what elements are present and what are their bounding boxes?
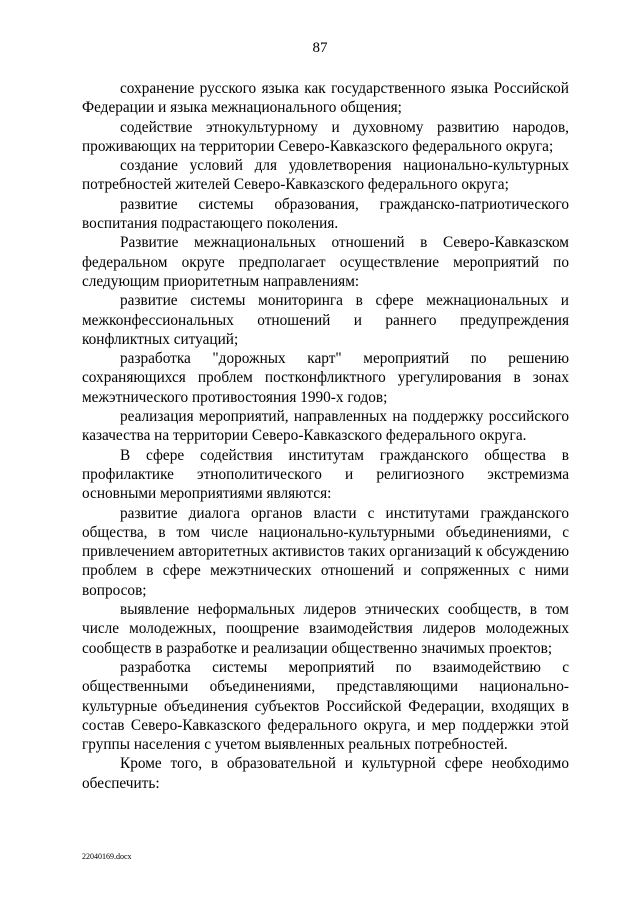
paragraph: Кроме того, в образовательной и культурной сфере необходимо обеспечить: (82, 755, 569, 792)
paragraph: разработка "дорожных карт" мероприятий по решению сохраняющихся проблем постконфликтного урегулирования в зонах межэтнического противостояния 1990-х годов; (82, 350, 569, 406)
paragraph: сохранение русского языка как государственного языка Российской Федерации и языка межнационального общения; (82, 80, 569, 117)
page-number: 87 (312, 40, 328, 56)
paragraph: Развитие межнациональных отношений в Северо-Кавказском федеральном округе предполагает осуществление мероприятий по следующим приоритетным направлениям: (82, 234, 569, 290)
paragraph: выявление неформальных лидеров этнических сообществ, в том числе молодежных, поощрение взаимодействия лидеров молодежных сообществ в разработке и реализации общественно значимых проектов; (82, 601, 569, 657)
paragraph: В сфере содействия институтам гражданского общества в профилактике этнополитического и религиозного экстремизма основными мероприятиями являются: (82, 446, 569, 503)
paragraph: развитие системы мониторинга в сфере межнациональных и межконфессиональных отношений и раннего предупреждения конфликтных ситуаций; (82, 292, 569, 348)
paragraph: создание условий для удовлетворения национально-культурных потребностей жителей Северо-Кавказского федерального округа; (82, 157, 569, 194)
paragraph: реализация мероприятий, направленных на поддержку российского казачества на территории Северо-Кавказского федерального округа. (82, 408, 569, 445)
paragraph: развитие системы образования, гражданско-патриотического воспитания подрастающего поколения. (82, 195, 569, 233)
paragraph: разработка системы мероприятий по взаимодействию с общественными объединениями, представляющими национально-культурные объединения субъектов Российской Федерации, входящих в состав Северо-Кавказского федерального округа, и мер поддержки этой группы населения с учетом выявленных реальных потребностей. (82, 658, 569, 754)
paragraph: развитие диалога органов власти с институтами гражданского общества, в том числе национально-культурными объединениями, с привлечением авторитетных активистов таких организаций к обсуждению проблем в сфере межэтнических отношений и сопряженных с ними вопросов; (82, 504, 569, 599)
footer-filename: 22040169.docx (82, 852, 132, 861)
document-body (82, 79, 569, 793)
paragraph: содействие этнокультурному и духовному развитию народов, проживающих на территории Северо-Кавказского федерального округа; (82, 118, 569, 155)
